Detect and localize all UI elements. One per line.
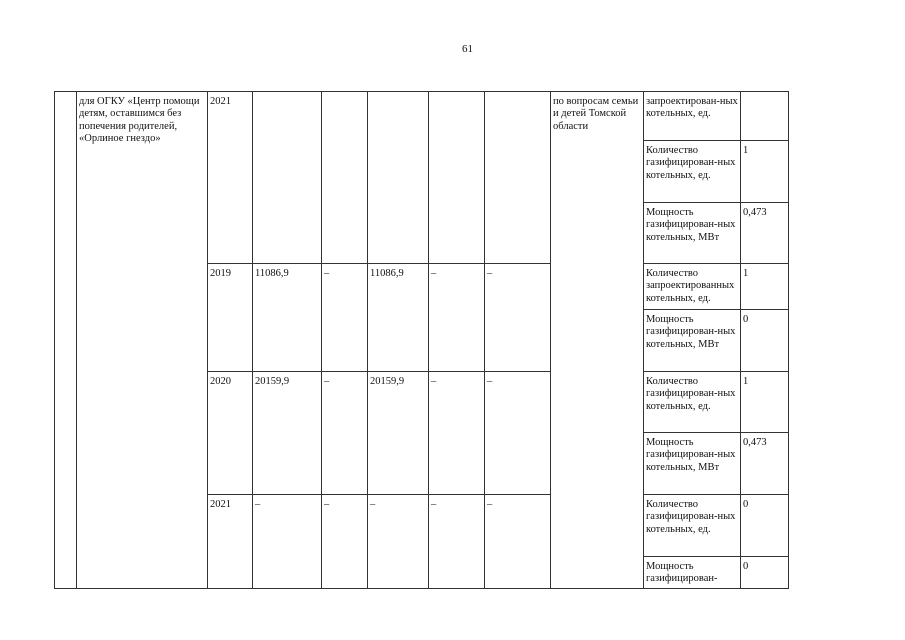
row-number-cell xyxy=(55,92,77,589)
regional-budget-cell: 20159,9 xyxy=(368,372,429,495)
indicator-value-cell: 0 xyxy=(741,557,789,589)
indicator-value-cell: 0,473 xyxy=(741,203,789,264)
total-cell: – xyxy=(253,495,322,589)
indicator-value-cell: 1 xyxy=(741,372,789,433)
indicator-name-cell: Количество газифицирован-ных котельных, ед. xyxy=(644,372,741,433)
total-cell xyxy=(253,92,322,264)
federal-budget-cell: – xyxy=(322,495,368,589)
year-cell: 2021 xyxy=(208,92,253,264)
indicator-value-cell: 1 xyxy=(741,264,789,310)
federal-budget-cell xyxy=(322,92,368,264)
regional-budget-cell: 11086,9 xyxy=(368,264,429,372)
federal-budget-cell: – xyxy=(322,264,368,372)
indicator-name-cell: Мощность газифицирован-ных котельных, МВт xyxy=(644,203,741,264)
extra-budget-cell: – xyxy=(485,264,551,372)
extra-budget-cell xyxy=(485,92,551,264)
year-cell: 2019 xyxy=(208,264,253,372)
indicator-value-cell: 0,473 xyxy=(741,433,789,495)
federal-budget-cell: – xyxy=(322,372,368,495)
indicator-name-cell: Мощность газифицирован-ных котельных, МВт xyxy=(644,310,741,372)
program-table xyxy=(54,91,789,589)
regional-budget-cell xyxy=(368,92,429,264)
extra-budget-cell: – xyxy=(485,372,551,495)
indicator-value-cell: 0 xyxy=(741,495,789,557)
local-budget-cell: – xyxy=(429,495,485,589)
indicator-value-cell: 0 xyxy=(741,310,789,372)
indicator-name-cell: запроектирован-ных котельных, ед. xyxy=(644,92,741,141)
indicator-name-cell: Количество запроектированных котельных, ед. xyxy=(644,264,741,310)
local-budget-cell: – xyxy=(429,264,485,372)
year-cell: 2020 xyxy=(208,372,253,495)
indicator-name-cell: Мощность газифицирован-ных котельных, МВт xyxy=(644,433,741,495)
table-row xyxy=(55,92,789,141)
total-cell: 11086,9 xyxy=(253,264,322,372)
extra-budget-cell: – xyxy=(485,495,551,589)
local-budget-cell: – xyxy=(429,372,485,495)
page-number: 61 xyxy=(462,43,473,55)
indicator-value-cell xyxy=(741,92,789,141)
indicator-name-cell: Количество газифицирован-ных котельных, ед. xyxy=(644,495,741,557)
executor-cell: по вопросам семьи и детей Томской области xyxy=(551,92,644,589)
indicator-value-cell: 1 xyxy=(741,141,789,203)
object-name-cell: для ОГКУ «Центр помощи детям, оставшимся без попечения родителей, «Орлиное гнездо» xyxy=(77,92,208,589)
indicator-name-cell: Мощность газифицирован- xyxy=(644,557,741,589)
regional-budget-cell: – xyxy=(368,495,429,589)
local-budget-cell xyxy=(429,92,485,264)
year-cell: 2021 xyxy=(208,495,253,589)
total-cell: 20159,9 xyxy=(253,372,322,495)
indicator-name-cell: Количество газифицирован-ных котельных, ед. xyxy=(644,141,741,203)
